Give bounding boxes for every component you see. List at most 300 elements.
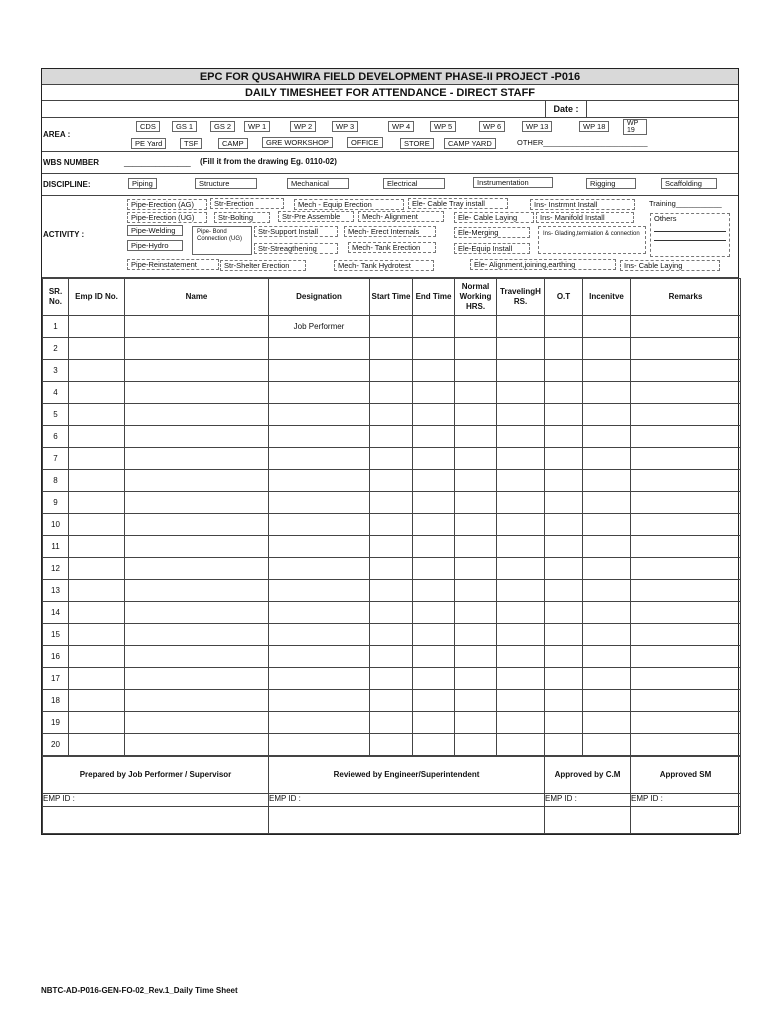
area-option[interactable]: WP 18 — [579, 121, 609, 132]
col-normal-hrs: Normal Working HRS. — [455, 279, 497, 316]
row-normal-hrs[interactable] — [455, 624, 497, 646]
area-option[interactable]: WP 2 — [290, 121, 316, 132]
row-incentive[interactable] — [583, 338, 631, 360]
area-option-other[interactable]: OTHER_________________________ — [514, 138, 651, 147]
row-emp-id[interactable] — [69, 470, 125, 492]
table-row — [43, 558, 741, 580]
row-ot[interactable] — [545, 470, 583, 492]
row-designation[interactable] — [269, 580, 370, 602]
row-remarks[interactable] — [631, 712, 741, 734]
row-incentive[interactable] — [583, 646, 631, 668]
row-incentive[interactable] — [583, 448, 631, 470]
activity-option[interactable]: Str-Shelter Erection — [220, 260, 306, 271]
row-normal-hrs[interactable] — [455, 712, 497, 734]
row-normal-hrs[interactable] — [455, 514, 497, 536]
area-option[interactable]: GS 1 — [172, 121, 197, 132]
row-end-time[interactable] — [413, 426, 455, 448]
row-name[interactable] — [125, 360, 269, 382]
row-sr-no: 17 — [43, 668, 69, 690]
row-start-time[interactable] — [370, 514, 413, 536]
row-incentive[interactable] — [583, 470, 631, 492]
row-normal-hrs[interactable] — [455, 492, 497, 514]
prepared-emp-id[interactable]: EMP ID : — [43, 794, 269, 807]
row-remarks[interactable] — [631, 734, 741, 756]
row-start-time[interactable] — [370, 668, 413, 690]
row-incentive[interactable] — [583, 624, 631, 646]
row-traveling-hrs[interactable] — [497, 360, 545, 382]
row-traveling-hrs[interactable] — [497, 470, 545, 492]
row-end-time[interactable] — [413, 514, 455, 536]
activity-option[interactable]: Ele-Equip Install — [454, 243, 530, 254]
row-name[interactable] — [125, 536, 269, 558]
activity-option[interactable]: Str-Erection — [210, 198, 284, 209]
activity-option[interactable]: Str-Pre Assemble — [278, 211, 354, 222]
area-option[interactable]: WP 6 — [479, 121, 505, 132]
row-start-time[interactable] — [370, 690, 413, 712]
table-row — [43, 514, 741, 536]
row-designation[interactable] — [269, 668, 370, 690]
activity-option[interactable]: Ele- Cable Tray install — [408, 198, 508, 209]
row-traveling-hrs[interactable] — [497, 712, 545, 734]
row-remarks[interactable] — [631, 668, 741, 690]
row-sr-no: 16 — [43, 646, 69, 668]
row-end-time[interactable] — [413, 602, 455, 624]
row-normal-hrs[interactable] — [455, 690, 497, 712]
table-row — [43, 646, 741, 668]
activity-option[interactable]: Mech - Equip Erection — [294, 199, 404, 210]
row-designation[interactable] — [269, 404, 370, 426]
row-incentive[interactable] — [583, 404, 631, 426]
row-name[interactable] — [125, 580, 269, 602]
row-ot[interactable] — [545, 712, 583, 734]
row-designation[interactable] — [269, 646, 370, 668]
row-incentive[interactable] — [583, 558, 631, 580]
area-option[interactable]: GS 2 — [210, 121, 235, 132]
row-name[interactable] — [125, 316, 269, 338]
row-traveling-hrs[interactable] — [497, 404, 545, 426]
row-designation[interactable] — [269, 360, 370, 382]
area-option[interactable]: CAMP YARD — [444, 138, 496, 149]
row-end-time[interactable] — [413, 448, 455, 470]
row-traveling-hrs[interactable] — [497, 602, 545, 624]
row-ot[interactable] — [545, 536, 583, 558]
row-remarks[interactable] — [631, 338, 741, 360]
row-name[interactable] — [125, 668, 269, 690]
row-emp-id[interactable] — [69, 492, 125, 514]
row-normal-hrs[interactable] — [455, 646, 497, 668]
row-normal-hrs[interactable] — [455, 338, 497, 360]
area-option[interactable]: GRE WORKSHOP — [262, 137, 333, 148]
attendance-table — [42, 278, 741, 756]
approved-cm-emp-id[interactable]: EMP ID : — [545, 794, 631, 807]
row-name[interactable] — [125, 426, 269, 448]
row-end-time[interactable] — [413, 646, 455, 668]
row-remarks[interactable] — [631, 426, 741, 448]
approved-sm-signature[interactable] — [631, 807, 741, 834]
row-remarks[interactable] — [631, 492, 741, 514]
row-ot[interactable] — [545, 514, 583, 536]
row-designation[interactable] — [269, 536, 370, 558]
row-remarks[interactable] — [631, 646, 741, 668]
row-remarks[interactable] — [631, 448, 741, 470]
activity-option[interactable]: Str-Bolting — [214, 212, 270, 223]
table-row — [43, 360, 741, 382]
activity-option[interactable]: Pipe-Erection (UG) — [127, 212, 207, 223]
signature-header-row — [43, 757, 741, 794]
row-emp-id[interactable] — [69, 580, 125, 602]
row-traveling-hrs[interactable] — [497, 580, 545, 602]
approved-cm-label: Approved by C.M — [545, 757, 631, 794]
table-row — [43, 712, 741, 734]
row-ot[interactable] — [545, 580, 583, 602]
row-emp-id[interactable] — [69, 338, 125, 360]
signature-empid-row — [43, 794, 741, 807]
row-normal-hrs[interactable] — [455, 426, 497, 448]
reviewed-emp-id[interactable]: EMP ID : — [269, 794, 545, 807]
row-designation[interactable] — [269, 690, 370, 712]
row-start-time[interactable] — [370, 492, 413, 514]
row-emp-id[interactable] — [69, 536, 125, 558]
activity-option[interactable]: Mech- Tank Hydrotest — [334, 260, 434, 271]
row-traveling-hrs[interactable] — [497, 558, 545, 580]
row-designation[interactable] — [269, 382, 370, 404]
row-traveling-hrs[interactable] — [497, 646, 545, 668]
row-traveling-hrs[interactable] — [497, 734, 545, 756]
prepared-signature[interactable] — [43, 807, 269, 834]
row-name[interactable] — [125, 492, 269, 514]
row-traveling-hrs[interactable] — [497, 448, 545, 470]
activity-option[interactable]: Ele- Cable Laying — [454, 212, 534, 223]
area-option[interactable]: WP 19 — [623, 119, 647, 135]
row-start-time[interactable] — [370, 624, 413, 646]
row-designation[interactable] — [269, 470, 370, 492]
row-name[interactable] — [125, 690, 269, 712]
activity-option[interactable]: Mech- Erect Internals — [344, 226, 436, 237]
row-end-time[interactable] — [413, 734, 455, 756]
row-start-time[interactable] — [370, 382, 413, 404]
row-emp-id[interactable] — [69, 668, 125, 690]
row-end-time[interactable] — [413, 536, 455, 558]
col-name: Name — [125, 279, 269, 316]
area-option[interactable]: CDS — [136, 121, 160, 132]
row-incentive[interactable] — [583, 426, 631, 448]
row-start-time[interactable] — [370, 360, 413, 382]
row-end-time[interactable] — [413, 338, 455, 360]
row-ot[interactable] — [545, 404, 583, 426]
area-option[interactable]: PE Yard — [131, 138, 166, 149]
row-name[interactable] — [125, 448, 269, 470]
row-sr-no: 14 — [43, 602, 69, 624]
row-emp-id[interactable] — [69, 404, 125, 426]
discipline-option[interactable]: Piping — [128, 178, 157, 189]
activity-option[interactable]: Ins- Glading,termiation & connection — [538, 226, 646, 254]
row-emp-id[interactable] — [69, 690, 125, 712]
row-remarks[interactable] — [631, 602, 741, 624]
row-start-time[interactable] — [370, 338, 413, 360]
row-emp-id[interactable] — [69, 426, 125, 448]
discipline-option[interactable]: Scaffolding — [661, 178, 717, 189]
activity-option[interactable]: Pipe-Erection (AG) — [127, 199, 207, 210]
wbs-label: WBS NUMBER — [43, 158, 99, 167]
row-end-time[interactable] — [413, 316, 455, 338]
row-sr-no: 8 — [43, 470, 69, 492]
reviewed-by-label: Reviewed by Engineer/Superintendent — [269, 757, 545, 794]
activity-option[interactable]: Str-Support Install — [254, 226, 338, 237]
row-name[interactable] — [125, 646, 269, 668]
row-emp-id[interactable] — [69, 558, 125, 580]
area-option[interactable]: WP 4 — [388, 121, 414, 132]
row-remarks[interactable] — [631, 470, 741, 492]
row-ot[interactable] — [545, 602, 583, 624]
row-emp-id[interactable] — [69, 734, 125, 756]
row-designation[interactable] — [269, 492, 370, 514]
row-traveling-hrs[interactable] — [497, 426, 545, 448]
col-traveling-hrs: TravelingH RS. — [497, 279, 545, 316]
row-traveling-hrs[interactable] — [497, 382, 545, 404]
row-ot[interactable] — [545, 734, 583, 756]
row-ot[interactable] — [545, 338, 583, 360]
row-incentive[interactable] — [583, 580, 631, 602]
row-ot[interactable] — [545, 382, 583, 404]
row-emp-id[interactable] — [69, 382, 125, 404]
row-designation[interactable] — [269, 338, 370, 360]
area-option[interactable]: STORE — [400, 138, 434, 149]
row-remarks[interactable] — [631, 536, 741, 558]
row-start-time[interactable] — [370, 426, 413, 448]
area-option[interactable]: WP 5 — [430, 121, 456, 132]
row-ot[interactable] — [545, 426, 583, 448]
row-start-time[interactable] — [370, 448, 413, 470]
activity-option[interactable]: Mech- Alignment — [358, 211, 444, 222]
area-section — [42, 118, 738, 152]
row-incentive[interactable] — [583, 382, 631, 404]
approved-sm-emp-id[interactable]: EMP ID : — [631, 794, 741, 807]
row-start-time[interactable] — [370, 602, 413, 624]
area-option[interactable]: WP 3 — [332, 121, 358, 132]
row-emp-id[interactable] — [69, 602, 125, 624]
row-name[interactable] — [125, 712, 269, 734]
row-designation[interactable]: Job Performer — [269, 316, 370, 338]
row-start-time[interactable] — [370, 404, 413, 426]
row-emp-id[interactable] — [69, 360, 125, 382]
row-normal-hrs[interactable] — [455, 404, 497, 426]
row-designation[interactable] — [269, 558, 370, 580]
row-end-time[interactable] — [413, 668, 455, 690]
row-end-time[interactable] — [413, 492, 455, 514]
activity-option[interactable]: Ele- Alignment,joining,earthing — [470, 259, 616, 270]
row-start-time[interactable] — [370, 734, 413, 756]
row-incentive[interactable] — [583, 712, 631, 734]
row-name[interactable] — [125, 624, 269, 646]
row-designation[interactable] — [269, 734, 370, 756]
row-remarks[interactable] — [631, 690, 741, 712]
document-code: NBTC-AD-P016-GEN-FO-02_Rev.1_Daily Time Sheet — [41, 986, 238, 995]
row-normal-hrs[interactable] — [455, 316, 497, 338]
row-name[interactable] — [125, 514, 269, 536]
row-emp-id[interactable] — [69, 646, 125, 668]
row-normal-hrs[interactable] — [455, 536, 497, 558]
row-emp-id[interactable] — [69, 514, 125, 536]
activity-option[interactable]: Pipe- Bond Connection (UG) — [192, 226, 252, 255]
row-incentive[interactable] — [583, 492, 631, 514]
row-end-time[interactable] — [413, 558, 455, 580]
activity-option[interactable]: Pipe-Welding — [127, 225, 183, 236]
row-traveling-hrs[interactable] — [497, 690, 545, 712]
row-end-time[interactable] — [413, 404, 455, 426]
row-end-time[interactable] — [413, 470, 455, 492]
row-name[interactable] — [125, 602, 269, 624]
row-sr-no: 18 — [43, 690, 69, 712]
row-remarks[interactable] — [631, 580, 741, 602]
row-name[interactable] — [125, 470, 269, 492]
row-name[interactable] — [125, 382, 269, 404]
row-traveling-hrs[interactable] — [497, 316, 545, 338]
activity-option[interactable]: Str-Streagthening — [254, 243, 338, 254]
col-start-time: Start Time — [370, 279, 413, 316]
row-traveling-hrs[interactable] — [497, 668, 545, 690]
activity-option[interactable]: Pipe-Hydro — [127, 240, 183, 251]
row-end-time[interactable] — [413, 360, 455, 382]
row-end-time[interactable] — [413, 712, 455, 734]
row-remarks[interactable] — [631, 316, 741, 338]
row-end-time[interactable] — [413, 382, 455, 404]
row-ot[interactable] — [545, 316, 583, 338]
row-end-time[interactable] — [413, 580, 455, 602]
others-line — [654, 240, 726, 241]
row-normal-hrs[interactable] — [455, 382, 497, 404]
row-incentive[interactable] — [583, 734, 631, 756]
row-ot[interactable] — [545, 448, 583, 470]
row-emp-id[interactable] — [69, 448, 125, 470]
wbs-input[interactable]: _______________ — [124, 158, 191, 167]
table-row — [43, 734, 741, 756]
row-incentive[interactable] — [583, 514, 631, 536]
activity-option[interactable]: Ele-Merging — [454, 227, 530, 238]
activity-option[interactable]: Pipe-Reinstatement — [127, 259, 219, 270]
row-remarks[interactable] — [631, 558, 741, 580]
discipline-option[interactable]: Structure — [195, 178, 257, 189]
row-start-time[interactable] — [370, 558, 413, 580]
row-remarks[interactable] — [631, 624, 741, 646]
row-normal-hrs[interactable] — [455, 734, 497, 756]
discipline-option[interactable]: Electrical — [383, 178, 445, 189]
row-normal-hrs[interactable] — [455, 448, 497, 470]
reviewed-signature[interactable] — [269, 807, 545, 834]
activity-option-training[interactable]: Training___________ — [646, 199, 726, 208]
discipline-option[interactable]: Rigging — [586, 178, 636, 189]
row-incentive[interactable] — [583, 536, 631, 558]
row-ot[interactable] — [545, 492, 583, 514]
row-designation[interactable] — [269, 426, 370, 448]
table-row — [43, 448, 741, 470]
area-option[interactable]: WP 13 — [522, 121, 552, 132]
row-traveling-hrs[interactable] — [497, 338, 545, 360]
row-name[interactable] — [125, 558, 269, 580]
row-remarks[interactable] — [631, 404, 741, 426]
discipline-label: DISCIPLINE: — [43, 180, 91, 189]
row-incentive[interactable] — [583, 602, 631, 624]
row-start-time[interactable] — [370, 470, 413, 492]
row-end-time[interactable] — [413, 690, 455, 712]
row-ot[interactable] — [545, 558, 583, 580]
row-emp-id[interactable] — [69, 316, 125, 338]
row-normal-hrs[interactable] — [455, 668, 497, 690]
area-option[interactable]: CAMP — [218, 138, 248, 149]
activity-option-others[interactable] — [650, 213, 730, 257]
row-ot[interactable] — [545, 360, 583, 382]
discipline-option[interactable]: Mechanical — [287, 178, 349, 189]
area-option[interactable]: OFFICE — [347, 137, 383, 148]
row-remarks[interactable] — [631, 514, 741, 536]
row-normal-hrs[interactable] — [455, 558, 497, 580]
activity-option[interactable]: Ins- Cable Laying — [620, 260, 720, 271]
row-ot[interactable] — [545, 646, 583, 668]
activity-option[interactable]: Mech- Tank Erection — [348, 242, 436, 253]
row-designation[interactable] — [269, 712, 370, 734]
row-ot[interactable] — [545, 690, 583, 712]
area-option[interactable]: WP 1 — [244, 121, 270, 132]
row-ot[interactable] — [545, 668, 583, 690]
row-normal-hrs[interactable] — [455, 360, 497, 382]
row-incentive[interactable] — [583, 360, 631, 382]
row-designation[interactable] — [269, 448, 370, 470]
col-end-time: End Time — [413, 279, 455, 316]
approved-cm-signature[interactable] — [545, 807, 631, 834]
row-end-time[interactable] — [413, 624, 455, 646]
activity-option[interactable]: Ins- Instrmnt Install — [530, 199, 635, 210]
col-ot: O.T — [545, 279, 583, 316]
row-designation[interactable] — [269, 624, 370, 646]
row-normal-hrs[interactable] — [455, 470, 497, 492]
row-sr-no: 11 — [43, 536, 69, 558]
date-label: Date : — [545, 101, 587, 118]
signature-space-row — [43, 807, 741, 834]
activity-option[interactable]: Ins- Manifold Install — [536, 212, 634, 223]
row-traveling-hrs[interactable] — [497, 624, 545, 646]
row-start-time[interactable] — [370, 580, 413, 602]
row-start-time[interactable] — [370, 316, 413, 338]
row-incentive[interactable] — [583, 690, 631, 712]
row-emp-id[interactable] — [69, 624, 125, 646]
row-designation[interactable] — [269, 602, 370, 624]
table-row — [43, 404, 741, 426]
prepared-by-label: Prepared by Job Performer / Supervisor — [43, 757, 269, 794]
approved-sm-label: Approved SM — [631, 757, 741, 794]
row-traveling-hrs[interactable] — [497, 492, 545, 514]
row-normal-hrs[interactable] — [455, 580, 497, 602]
row-name[interactable] — [125, 734, 269, 756]
row-ot[interactable] — [545, 624, 583, 646]
row-emp-id[interactable] — [69, 712, 125, 734]
row-name[interactable] — [125, 404, 269, 426]
row-incentive[interactable] — [583, 668, 631, 690]
row-sr-no: 10 — [43, 514, 69, 536]
row-designation[interactable] — [269, 514, 370, 536]
discipline-option[interactable]: Instrumentation — [473, 177, 553, 188]
area-option[interactable]: TSF — [180, 138, 202, 149]
row-start-time[interactable] — [370, 536, 413, 558]
row-incentive[interactable] — [583, 316, 631, 338]
table-row — [43, 426, 741, 448]
row-remarks[interactable] — [631, 382, 741, 404]
row-start-time[interactable] — [370, 646, 413, 668]
row-remarks[interactable] — [631, 360, 741, 382]
row-traveling-hrs[interactable] — [497, 536, 545, 558]
row-start-time[interactable] — [370, 712, 413, 734]
row-name[interactable] — [125, 338, 269, 360]
row-traveling-hrs[interactable] — [497, 514, 545, 536]
row-normal-hrs[interactable] — [455, 602, 497, 624]
